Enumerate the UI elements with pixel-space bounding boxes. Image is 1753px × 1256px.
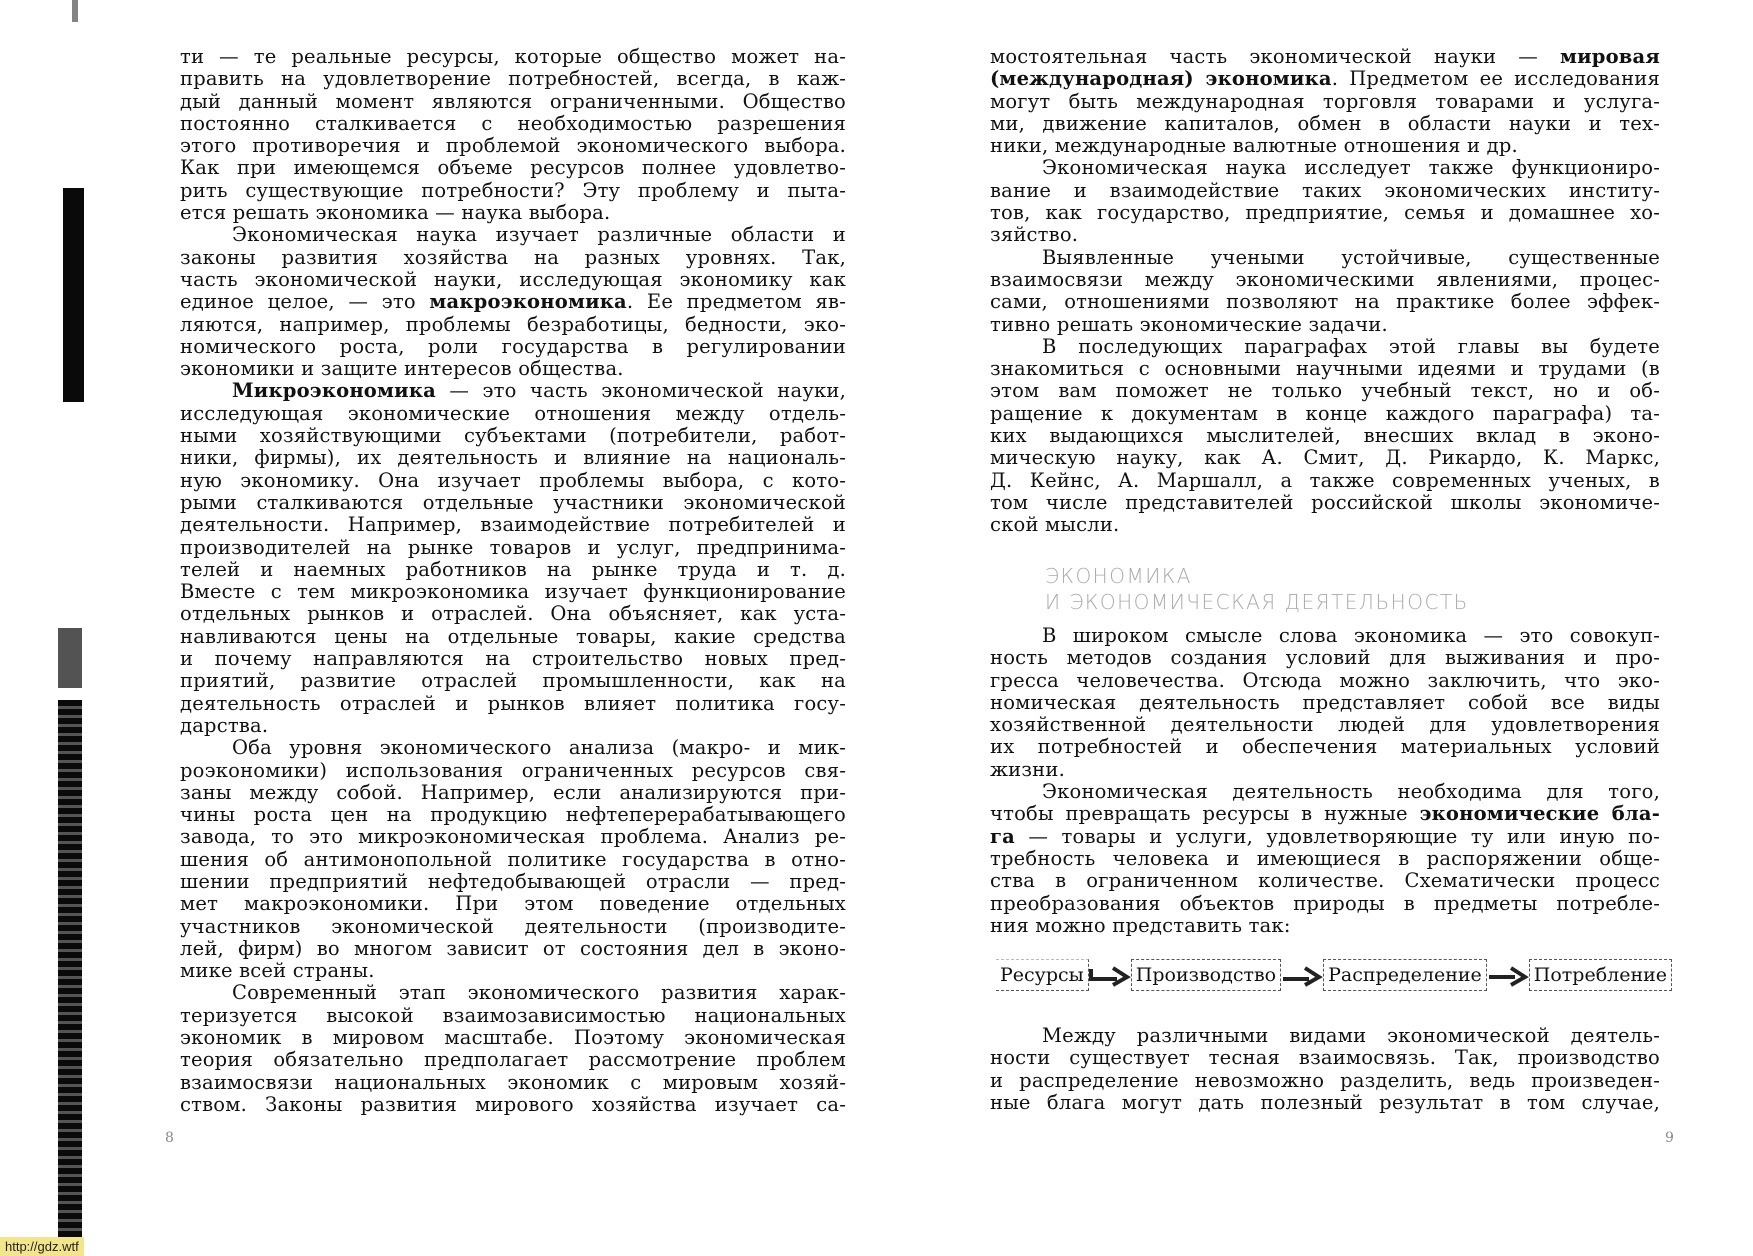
page-number-left: 8	[165, 1130, 174, 1146]
text-line: могут быть международная торговля товарами и услуга-	[990, 89, 1660, 113]
text-line: В последующих параграфах этой главы вы будете	[1042, 334, 1660, 358]
text-line: Оба уровня экономического анализа (макро- и мик-	[232, 736, 846, 760]
text-line: деятельности. Например, взаимодействие потребителей и	[180, 513, 846, 537]
text-line: Вместе с тем микроэкономика изучает функционирование	[180, 580, 846, 604]
text-line: хозяйственной деятельности людей для удовлетворения	[990, 713, 1660, 737]
text-line: ращение к документам в конце каждого параграфа) та-	[990, 401, 1660, 425]
text-line: Выявленные учеными устойчивые, существенные	[1042, 245, 1660, 269]
text-segment: чтобы превращать ресурсы в нужные	[990, 802, 1420, 826]
text-line: дарства.	[180, 713, 269, 737]
text-line: завода, то это микроэкономическая проблема. Анализ ре-	[180, 825, 846, 849]
text-line: этого противоречия и проблемой экономического выбора.	[180, 134, 846, 158]
bold-term: мировая	[1559, 45, 1660, 68]
text-line: ких выдающихся мыслителей, внесших вклад в эконо-	[990, 424, 1660, 448]
text-segment: — это часть экономической науки,	[435, 379, 846, 403]
arrow-right-icon	[1487, 963, 1529, 987]
text-line: мет макроэкономики. При этом поведение отдельных	[180, 892, 846, 916]
text-line: Экономическая наука изучает различные области и	[232, 223, 846, 247]
text-line: этом вам поможет не только учебный текст, но и об-	[990, 379, 1660, 403]
text-line: ляются, например, проблемы безработицы, бедности, эко-	[180, 312, 846, 336]
text-line: исследующая экономические отношения между отдель-	[180, 401, 846, 425]
text-line: вание и взаимодействие таких экономических институ-	[990, 178, 1660, 202]
text-line: жизни.	[990, 757, 1065, 781]
text-line: знакомиться с основными научными идеями и трудами (в	[990, 357, 1660, 381]
text-line: заны между собой. Например, если анализируются при-	[180, 780, 846, 804]
text-line: ской мысли.	[990, 513, 1120, 537]
text-line: теория обязательно предполагает рассмотрение проблем	[180, 1048, 846, 1072]
text-line: том числе представителей российской школы экономиче-	[990, 490, 1660, 514]
text-line	[990, 46, 1660, 68]
text-line: роэкономики) использования ограниченных ресурсов свя-	[180, 758, 846, 782]
arrow-right-icon	[1281, 963, 1323, 987]
text-segment: — товары и услуги, удовлетворяющие ту или иную по-	[1015, 824, 1660, 848]
text-line: зяйство.	[990, 223, 1079, 247]
text-line: ные блага могут дать полезный результат в том случае,	[990, 1090, 1660, 1114]
text-line: мическую науку, как А. Смит, Д. Рикардо, К. Маркс,	[990, 446, 1660, 470]
text-line: ники, международные валютные отношения и др.	[990, 134, 1518, 158]
text-line: экономики и защите интересов общества.	[180, 357, 624, 381]
text-line: ством. Законы развития мирового хозяйства изучает са-	[180, 1092, 846, 1116]
text-line: править на удовлетворение потребностей, всегда, в каж-	[180, 67, 846, 91]
text-line: Современный этап экономического развития харак-	[232, 981, 846, 1005]
text-segment: единое целое, — это	[180, 290, 430, 314]
text-line: Д. Кейнс, А. Маршалл, а также современных ученых, в	[990, 468, 1660, 492]
text-line	[990, 68, 1660, 90]
text-line: чины роста цен на продукцию нефтеперерабатывающего	[180, 803, 846, 827]
page-number-right: 9	[1665, 1130, 1674, 1146]
text-line: постоянно сталкивается с необходимостью разрешения	[180, 111, 846, 135]
text-line: экономик в мировом масштабе. Поэтому экономическая	[180, 1026, 846, 1050]
bold-term: Микроэкономика	[232, 379, 436, 403]
text-line: Между различными видами экономической деятель-	[1042, 1024, 1660, 1047]
text-line: приятий, развитие отраслей промышленности, как на	[180, 669, 846, 693]
text-line: ными хозяйствующими субъектами (потребители, работ-	[180, 424, 846, 448]
scan-spine-mark	[58, 628, 82, 688]
text-line: требность человека и имеющиеся в распоряжении обще-	[990, 846, 1660, 870]
text-line	[180, 291, 846, 313]
scan-spine-bar-top	[63, 188, 84, 402]
text-line: и почему направляются на строительство новых пред-	[180, 647, 846, 671]
section-heading-line-1: ЭКОНОМИКА	[1045, 564, 1192, 588]
text-line: шения об антимонопольной политике государства в отно-	[180, 847, 846, 871]
text-line: ства в ограниченном количестве. Схематически процесс	[990, 869, 1660, 893]
text-line: шении предприятий нефтедобывающей отрасли — пред-	[180, 869, 846, 893]
text-line	[180, 380, 846, 402]
text-line: часть экономической науки, исследующая экономику как	[180, 267, 846, 291]
text-line: мике всей страны.	[180, 959, 375, 983]
text-line: Экономическая деятельность необходима для того,	[1042, 780, 1660, 804]
text-line: ники, фирмы), их деятельность и влияние на националь-	[180, 446, 846, 470]
text-line: телей и наемных работников на рынке труда и т. д.	[180, 557, 846, 581]
right-page-text-middle	[990, 625, 1660, 937]
text-line: законы развития хозяйства на разных уровнях. Так,	[180, 245, 846, 269]
text-segment: мостоятельная часть экономической науки —	[990, 45, 1560, 68]
scan-speck	[72, 0, 78, 22]
text-line: участников экономической деятельности (производите-	[180, 914, 846, 938]
scheme-box-resources: Ресурсы	[996, 959, 1089, 991]
bold-term: га	[990, 824, 1015, 848]
economic-process-scheme	[996, 955, 1672, 995]
text-segment: . Предметом ее исследования	[1331, 67, 1660, 91]
text-line: навливаются цены на отдельные товары, какие средства	[180, 624, 846, 648]
text-line	[990, 826, 1660, 848]
text-line	[990, 803, 1660, 825]
text-line: ную экономику. Она изучает проблемы выбора, с кото-	[180, 468, 846, 492]
arrow-right-icon	[1089, 963, 1131, 987]
text-line: производителей на рынке товаров и услуг, предпринима-	[180, 535, 846, 559]
text-line: тов, как государство, предприятие, семья и домашнее хо-	[990, 201, 1660, 225]
right-page-text-bottom	[990, 1025, 1660, 1114]
scheme-box-distribution: Распределение	[1323, 959, 1487, 991]
section-heading-line-2: И ЭКОНОМИЧЕСКАЯ ДЕЯТЕЛЬНОСТЬ	[1045, 590, 1469, 614]
text-line: номического роста, роли государства в регулировании	[180, 334, 846, 358]
text-line: рыми сталкиваются отдельные участники экономической	[180, 490, 846, 514]
left-page-text	[180, 46, 846, 1116]
text-line: ность методов создания условий для выживания и про-	[990, 646, 1660, 670]
text-line: тивно решать экономические задачи.	[990, 312, 1388, 336]
text-line: ти — те реальные ресурсы, которые общество может на-	[180, 45, 846, 68]
text-line: дый данный момент являются ограниченными. Общество	[180, 89, 846, 113]
watermark-link[interactable]: http://gdz.wtf	[0, 1237, 84, 1256]
text-line: ния можно представить так:	[990, 913, 1291, 937]
text-line: ми, движение капиталов, обмен в области науки и тех-	[990, 111, 1660, 135]
text-line: лей, фирм) во многом зависит от состояния дел в эконо-	[180, 936, 846, 960]
bold-term: (международная) экономика	[990, 67, 1332, 91]
bold-term: макроэкономика	[429, 290, 627, 314]
text-line: В широком смысле слова экономика — это совокуп-	[1042, 624, 1660, 647]
text-line: Как при имеющемся объеме ресурсов полнее удовлетво-	[180, 156, 846, 180]
text-line: ности существует тесная взаимосвязь. Так, производство	[990, 1046, 1660, 1070]
text-line: ется решать экономика — наука выбора.	[180, 201, 611, 225]
scheme-box-consumption: Потребление	[1529, 959, 1672, 991]
text-line: отдельных рынков и отраслей. Она объясняет, как уста-	[180, 602, 846, 626]
scan-spine-bar-bottom	[58, 700, 82, 1240]
text-line: гресса человечества. Отсюда можно заключить, что эко-	[990, 668, 1660, 692]
text-line: теризуется высокой взаимозависимостью национальных	[180, 1003, 846, 1027]
text-line: Экономическая наука исследует также функциониро-	[1042, 156, 1660, 180]
text-line: сами, отношениями позволяют на практике более эффек-	[990, 290, 1660, 314]
text-line: взаимосвязи национальных экономик с мировым хозяй-	[180, 1070, 846, 1094]
text-line: рить существующие потребности? Эту проблему и пыта-	[180, 178, 846, 202]
text-line: номическая деятельность представляет собой все виды	[990, 690, 1660, 714]
text-line: деятельность отраслей и рынков влияет политика госу-	[180, 691, 846, 715]
text-segment: . Ее предметом яв-	[626, 290, 847, 314]
bold-term: экономические бла-	[1419, 802, 1660, 826]
text-line: взаимосвязи между экономическими явлениями, процес-	[990, 267, 1660, 291]
section-heading	[1045, 563, 1469, 615]
text-line: и распределение невозможно разделить, ведь произведен-	[990, 1068, 1660, 1092]
right-page-text-top	[990, 46, 1660, 537]
text-line: их потребностей и обеспечения материальных условий	[990, 735, 1660, 759]
scheme-box-production: Производство	[1131, 959, 1281, 991]
text-line: преобразования объектов природы в предметы потребле-	[990, 891, 1660, 915]
